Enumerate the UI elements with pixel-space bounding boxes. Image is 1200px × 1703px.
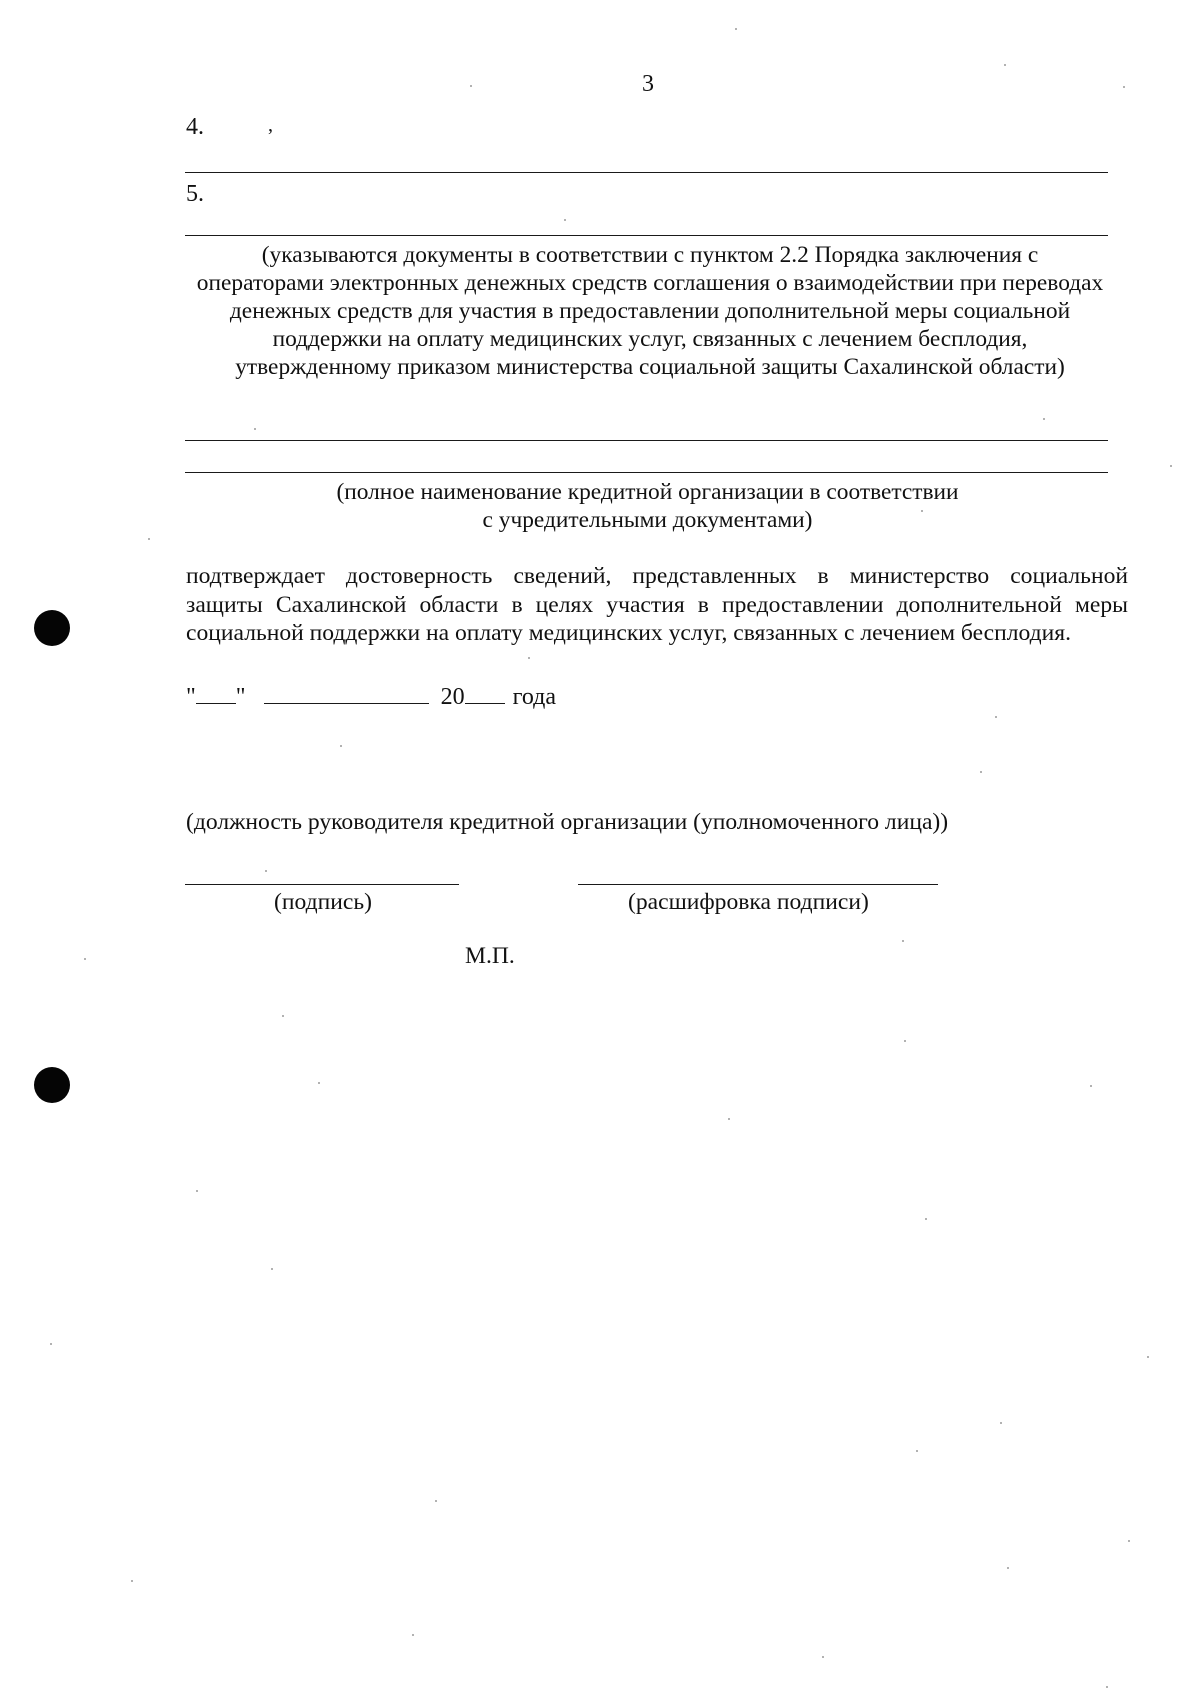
scan-speck	[1043, 418, 1045, 420]
scan-speck	[995, 716, 997, 718]
scan-speck	[1106, 1686, 1108, 1688]
scan-speck	[1123, 86, 1125, 88]
scan-speck	[50, 1343, 52, 1345]
organization-note-line: с учредительными документами)	[482, 507, 813, 533]
scan-speck	[435, 1500, 437, 1502]
documents-note-line: (указываются документы в соответствии с пунктом 2.2 Порядка заключения с	[261, 242, 1039, 268]
scan-speck	[980, 771, 982, 773]
month-blank	[264, 681, 429, 704]
scan-speck	[131, 1580, 133, 1582]
scan-speck	[728, 1118, 730, 1120]
scan-speck	[925, 1218, 927, 1220]
scan-speck	[271, 1268, 273, 1270]
year-blank	[465, 681, 505, 704]
date-close-quote: "	[235, 684, 246, 710]
scan-speck	[282, 1015, 284, 1017]
scan-speck	[1004, 64, 1006, 66]
date-century: 20	[440, 684, 465, 710]
organization-name-line-1	[185, 440, 1108, 441]
organization-name-line-2	[185, 472, 1108, 473]
scan-speck	[902, 940, 904, 942]
scan-speck	[1000, 1422, 1002, 1424]
list-item-4-fill-line	[185, 172, 1108, 173]
scan-speck	[84, 958, 86, 960]
scan-speck	[921, 510, 923, 512]
list-item-5-fill-line	[185, 235, 1108, 236]
scan-speck	[1090, 1085, 1092, 1087]
scan-speck	[470, 85, 472, 87]
confirmation-paragraph	[186, 562, 1128, 648]
signature-caption: (подпись)	[274, 889, 372, 915]
scan-speck	[1147, 1356, 1149, 1358]
punch-hole	[34, 610, 70, 646]
organization-note-line: (полное наименование кредитной организации в соответствии	[336, 479, 959, 505]
documents-note	[185, 241, 1115, 381]
list-item-5-number: 5.	[186, 181, 204, 207]
scan-speck	[254, 428, 256, 430]
date-line	[186, 681, 556, 711]
decryption-line	[578, 884, 938, 885]
day-blank	[196, 681, 236, 704]
documents-note-line: поддержки на оплату медицинских услуг, связанных с лечением бесплодия,	[272, 326, 1028, 352]
scan-speck	[265, 870, 267, 872]
scan-speck	[148, 538, 150, 540]
scan-speck	[196, 1190, 198, 1192]
list-item-4-mark: ,	[268, 114, 273, 136]
decryption-caption: (расшифровка подписи)	[628, 889, 869, 915]
scan-speck	[340, 745, 342, 747]
scan-speck	[916, 1450, 918, 1452]
punch-hole	[34, 1067, 70, 1103]
list-item-4-number: 4.	[186, 114, 204, 140]
scan-speck	[318, 1082, 320, 1084]
documents-note-line: операторами электронных денежных средств соглашения о взаимодействии при переводах	[196, 270, 1104, 296]
scan-speck	[528, 657, 530, 659]
stamp-place-label: М.П.	[465, 943, 515, 969]
scan-speck	[822, 1656, 824, 1658]
documents-note-line: утвержденному приказом министерства социальной защиты Сахалинской области)	[235, 354, 1065, 380]
scan-speck	[412, 1634, 414, 1636]
scan-speck	[1170, 465, 1172, 467]
date-open-quote: "	[186, 684, 196, 710]
page-number: 3	[642, 71, 654, 97]
paragraph-line: защиты Сахалинской области в целях участия в предоставлении дополнительной меры	[186, 591, 1128, 618]
scan-speck	[904, 1040, 906, 1042]
signature-line	[185, 884, 459, 885]
scan-speck	[1128, 1540, 1130, 1542]
scan-speck	[564, 219, 566, 221]
paragraph-line: подтверждает достоверность сведений, представленных в министерство социальной	[186, 563, 1128, 589]
organization-note	[185, 478, 1110, 534]
date-suffix: года	[512, 684, 557, 710]
documents-note-line: денежных средств для участия в предоставлении дополнительной меры социальной	[229, 298, 1071, 324]
scan-speck	[1007, 1567, 1009, 1569]
scan-speck	[735, 28, 737, 30]
position-caption: (должность руководителя кредитной организации (уполномоченного лица))	[186, 809, 949, 835]
paragraph-line: социальной поддержки на оплату медицинских услуг, связанных с лечением бесплодия.	[186, 620, 1072, 646]
